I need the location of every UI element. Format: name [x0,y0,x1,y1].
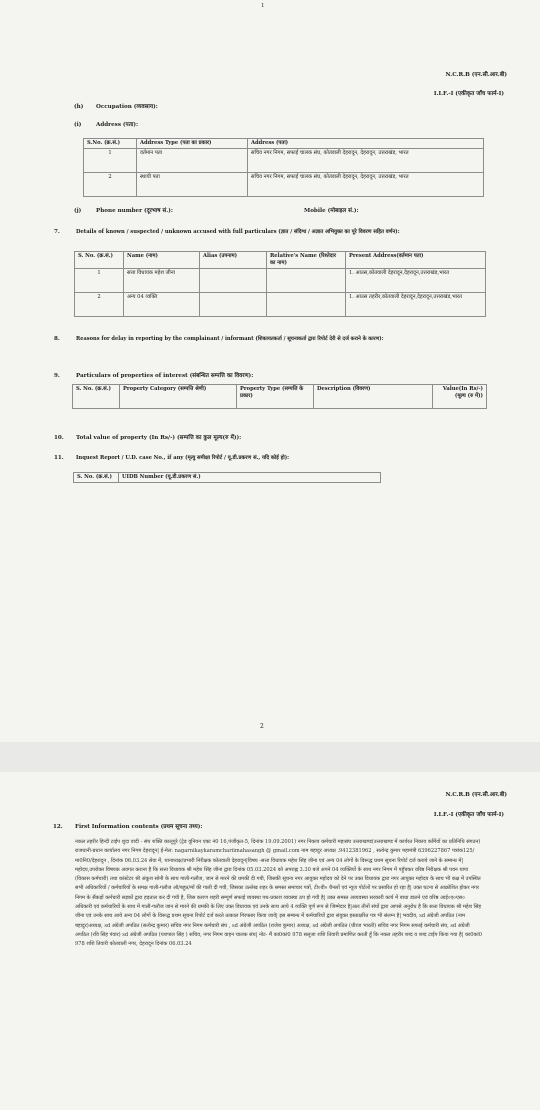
table-row [75,293,486,317]
section9-num: 9. [54,373,60,379]
top-page-number: 1 [261,3,265,9]
form-title: I.I.F.-I (एकीकृत जाँच फार्म-I) [433,91,504,97]
address-cell: सचिव नगर निगम, सफाई चालक संघ, कोतवाली देहरादून, देहरादून, उत्तराखंड, भारत [248,149,484,173]
address-num: (i) [74,122,82,128]
property-table [72,384,487,409]
address-header: S.No. (क्र.सं.) [84,139,137,149]
phone-num: (j) [74,208,82,214]
section11-num: 11. [54,455,64,461]
inquest-header: UIDB Number (यू.डी.प्रकरण सं.) [119,473,381,483]
address-table [83,138,484,197]
table-row [84,173,484,197]
page-2 [0,772,540,1110]
accused-table [74,251,486,317]
inquest-table [73,472,381,483]
address-cell: 2 [84,173,137,197]
property-header: Property Category (सम्पत्ति श्रेणी) [120,385,237,409]
fir-contents: नकल तहरीर हिन्दी टाईप शुदा वादी - संघ शक्ति कालूपुरे (ट्रेड यूनियन एक्ट नं0 16,पंजीकृत-5, दिनांक 19.09.2001) नगर निकाय कर्मचारी महासंघ उत्तराखण्ड(उत्तराखण्ड में कार्यरत निकाय कर्मियों का प्रतिनिधि संगठन) राजधानी-प्रधान कार्यालय नगर निगम देहरादून| ई-मेल: nagarnikaykaramchariimahasangh @ gmail.com नाम बहादुर अध्यक्ष .9412381962 , सत्येन्द्र कुमार महामंत्री 6396227867 पत्रांक125/मा0नि0/देहरादून , दिनांक 06.03.24 सेवा में, थानाध्यक्ष/प्रभारी निरीक्षक कोतवाली देहरादून|विषय -सत्ता विधायक महेश सिंह जीना एवं अन्य 04 लोगों के विरूद्ध प्रथम सूचना रिपोर्ट दर्ज कराये जाने के सम्बन्ध में|महोदय,उपरोक्त विषयक अवगत कराना है कि सत्ता विधायक श्री महेश सिंह जीना द्वारा दिनांक 05.03.2024 को अपराह्न 3.30 बजे अपने 04 व्यक्तियों के साथ नगर निगम में पहुँचकर वरिष्ठ निरीक्षक श्री पवन थापा (विकास कर्मचारी) तथा कांस्टेटर श्री अंकुश सोनी के साथ गाली-गलौज, जान से मारने की धमकी दी गयी, जिसकी सूचना नगर आयुक्त महोदय को देने पर उक्त विधायक द्वारा नगर आयुक्त महोदय के साथ भी कक्ष में उपस्थित सभी अधिकारियों / कर्मचारियों के समक्ष गाली-गलौज ऑ/बहुत/माँ की गाली दी गयी, जिसका उल्लेख शहर के समस्त समाचार पत्रों, टी०वी० चैनलों एवं न्यूज पोर्टलों पर प्रसारित हो रहा है| उक्त घटना से आक्रोशित होकर नगर निगम के सैंकड़ों कर्मचारी सड़कों द्वारा हड़ताल कर दी गयी है, जिस कारण शहरी सम्पूर्ण सफाई व्यवस्था पथ-प्रकाश व्यवस्था ठप हो गयी है| उक्त समस्त अव्यवस्था सरकारी कार्य में बाधा डालने एवं वरिष्ठ आई०ए०एस० अधिकारी एवं कर्मचारियों के साथ में गाली-गलौज जान से मारने की धमकी के लिए उक्त विधायक एवं उनके साथ आये 4 व्यक्ति पूर्ण रूप से जिम्मेदार है|अतः तीनों संघों द्वारा आपसे अनुरोध है कि सत्ता विधायक श्री महेश सिंह जीना एवं उनके साथ आये अन्य 04 लोगों के विरूद्ध प्रथम सूचना रिपोर्ट दर्ज करते तत्काल गिरफ्तार किया जाये| इस सम्बन्ध में कर्मचारियों द्वारा संयुक्त हस्ताक्षरित पत्र भी संलग्न है| भवदीय, sd अंग्रेजी अपठित (नाम बहादुर)अध्यक्ष, sd अंग्रेजी अपठित (सत्येन्द्र कुमार) सचिव नगर निगम कर्मचारी संघ , sd अंग्रेजी अपठित (राजेश कुमार) अध्यक्ष, sd अंग्रेजी अपठित (धीरज भारती) सचिव नगर निगम सफाई कर्मचारी संघ, sd अंग्रेजी अपठित (रवि सिंह पंवार) sd अंग्रेजी अपठित (यशपाल सिंह ) सचिव, नगर निगम वाहन चालक संघ| नोट- मैं का0कां0 978 सलूजा शशि तिवारी प्रमाणित करती हूँ कि नकल तहरीर शब्द व शब्द टाईप किया गया है| का0कां0 978 शशि तिवारी कोतवाली नगर, देहरादून दिनांक 06.03.24 [75,839,482,948]
section7-label: Details of known / suspected / unknown accused with full particulars (ज्ञात / संदिग्ध / अज्ञात अभियुक्त का पूरे विवरण सहित वर्णन): [76,229,400,235]
accused-header: Alias (उपनाम) [200,252,267,269]
section7-num: 7. [54,229,60,235]
mobile-label: Mobile (मोबाइल सं.): [304,208,359,214]
section11-label: Inquest Report / U.D. case No., if any (मृत्यु समीक्षा रिपोर्ट / यू.डी.प्रकरण सं., यदि कोई हो): [76,455,290,461]
address-header: Address Type (पता का प्रकार) [137,139,248,149]
section8-num: 8. [54,336,60,342]
property-header: Property Type (सम्पत्ति के प्रकार) [237,385,314,409]
accused-header: Name (नाम) [124,252,200,269]
address-cell: वर्तमान पता [137,149,248,173]
header-code: N.C.R.B (एन.सी.आर.बी) [445,792,507,798]
accused-cell [200,293,267,317]
table-row [75,269,486,293]
accused-cell: 1. आउस,कोतवाली देहरादून,देहरादून,उत्तराखंड,भारत [346,269,486,293]
accused-cell: अन्य 04 व्यक्ति [124,293,200,317]
section10-num: 10. [54,435,64,441]
page-number: 2 [260,723,264,730]
address-label: Address (पता): [96,122,139,128]
section12-num: 12. [53,824,63,830]
address-cell: 1 [84,149,137,173]
address-cell: सचिव नगर निगम, सफाई चालक संघ, कोतवाली देहरादून, देहरादून, उत्तराखंड, भारत [248,173,484,197]
header-code: N.C.R.B (एन.सी.आर.बी) [445,72,507,78]
accused-cell: 1. आउस तहरीर,कोतवाली देहरादून,देहरादून,उत्तराखंड,भारत [346,293,486,317]
accused-cell [267,269,346,293]
accused-cell [200,269,267,293]
table-row [84,149,484,173]
accused-cell [267,293,346,317]
occupation-label: Occupation (व्यवसाय): [96,104,158,110]
section12-label: First Information contents (प्रथम सूचना तथ्य): [75,824,203,830]
property-header: Value(In Rs/-) (मूल्य (रु में)) [433,385,487,409]
accused-header: Relative's Name (रिश्तेदार का नाम) [267,252,346,269]
accused-cell: 1 [75,269,124,293]
accused-cell: सत्ता विधायक महेश जीना [124,269,200,293]
address-header: Address (पता) [248,139,484,149]
form-title: I.I.F.-I (एकीकृत जाँच फार्म-I) [433,812,504,818]
phone-label: Phone number (दूरभाष सं.): [96,208,173,214]
accused-header: S. No. (क्र.सं.) [75,252,124,269]
property-header: Description (विवरण) [314,385,433,409]
inquest-header: S. No. (क्र.सं.) [74,473,119,483]
section8-label: Reasons for delay in reporting by the complainant / informant (शिकायतकर्ता / सूचनाकर्ता द्वारा रिपोर्ट देरी से दर्ज कराने के कारण): [76,336,384,342]
accused-header: Present Address(वर्तमान पता) [346,252,486,269]
occupation-num: (h) [74,104,84,110]
property-header: S. No. (क्र.सं.) [73,385,120,409]
accused-cell: 2 [75,293,124,317]
section9-label: Particulars of properties of interest (संबन्धित सम्पत्ति का विवरण): [76,373,254,379]
section10-label: Total value of property (In Rs/-) (सम्पत्ति का कुल मूल्य(रु में)): [76,435,242,441]
address-cell: स्थायी पता [137,173,248,197]
